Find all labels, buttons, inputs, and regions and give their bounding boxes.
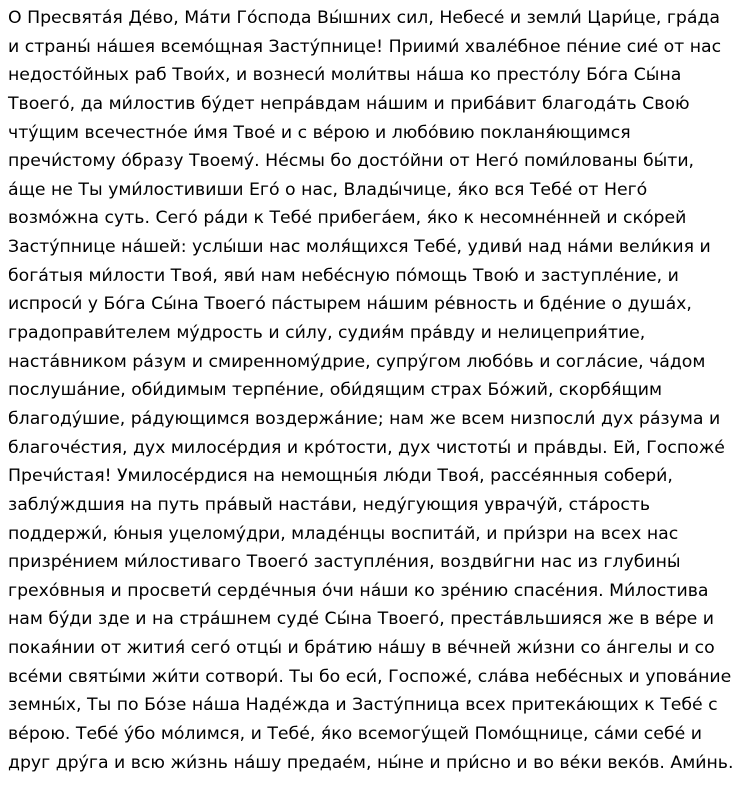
text-line: а́ще не Ты уми́лостивиши Его́ о нас, Влады́чице, я́ко вся Тебе́ от Него́ [8, 179, 648, 200]
text-line: Твоего́, да ми́лостив бу́дет непра́вдам на́шим и приба́вит благода́ть Свою́ [8, 93, 690, 114]
text-line: бога́тыя ми́лости Твоя́, яви́ нам небе́сную по́мощь Твою́ и заступле́ние, и [8, 265, 679, 286]
text-line: нам бу́ди зде и на стра́шнем суде́ Сы́на Твоего́, преста́вльшияся же в ве́ре и [8, 609, 715, 630]
text-line: все́ми святы́ми жи́ти сотвори́. Ты бо еси́, Госпоже́, сла́ва небе́сных и упова́ние [8, 666, 732, 687]
text-line: покая́нии от жития́ сего́ отцы́ и бра́тию на́шу в ве́чней жи́зни со а́нгелы и со [8, 638, 715, 659]
text-line: градоправи́телем му́дрость и си́лу, судия́м пра́вду и нелицеприя́тие, [8, 323, 646, 344]
text-line: заблу́ждшия на путь пра́вый наста́ви, неду́гующия уврачу́й, ста́рость [8, 494, 651, 515]
text-line: возмо́жна суть. Сего́ ра́ди к Тебе́ прибега́ем, я́ко к несомне́нней и ско́рей [8, 208, 687, 229]
text-line: поддержи́, ю́ныя уцелому́дри, младе́нцы воспита́й, и при́зри на всех нас [8, 523, 679, 544]
text-line: призре́нием ми́лостиваго Твоего́ заступле́ния, воздви́гни нас из глубины́ [8, 552, 681, 573]
text-line: наста́вником ра́зум и смиренному́дрие, супру́гом любо́вь и согла́сие, ча́дом [8, 351, 706, 372]
text-line: испроси́ у Бо́га Сы́на Твоего́ па́стырем на́шим ре́вность и бде́ние о душа́х, [8, 294, 692, 315]
text-line: чту́щим всечестно́е и́мя Твое́ и с ве́рою и любо́вию покланя́ющимся [8, 122, 631, 143]
text-line: О Пресвята́я Де́во, Ма́ти Го́спода Вы́шних сил, Небесе́ и земли́ Цари́це, гра́да [8, 8, 720, 28]
text-line: земны́х, Ты по Бо́зе на́ша Наде́жда и Засту́пница всех притека́ющих к Тебе́ с [8, 695, 718, 716]
text-line: недосто́йных раб Твои́х, и вознеси́ моли́твы на́ша ко престо́лу Бо́га Сы́на [8, 65, 682, 86]
text-line: ве́рою. Тебе́ у́бо мо́лимся, и Тебе́, я́ко всемогу́щей Помо́щнице, са́ми себе́ и [8, 724, 702, 745]
text-line: грехо́вныя и просвети́ серде́чныя о́чи на́ши ко зре́нию спасе́ния. Ми́лостива [8, 580, 709, 601]
text-line: благоду́шие, ра́дующимся воздержа́ние; нам же всем низпосли́ дух ра́зума и [8, 408, 721, 429]
text-line: Засту́пнице на́шей: услы́ши нас моля́щихся Тебе́, удиви́ над на́ми вели́кия и [8, 237, 711, 258]
text-line: пречи́стому о́бразу Твоему́. Не́смы бо досто́йни от Него́ поми́лованы бы́ти, [8, 151, 695, 172]
prayer-text [8, 4, 736, 777]
text-line: благоче́стия, дух милосе́рдия и кро́тости, дух чистоты́ и пра́вды. Ей, Госпоже́ [8, 437, 725, 458]
text-line: и страны́ на́шея всемо́щная Засту́пнице! Приими́ хвале́бное пе́ние сие́ от нас [8, 36, 722, 57]
text-line: послуша́ние, оби́димым терпе́ние, оби́дящим страх Бо́жий, скорбя́щим [8, 380, 663, 401]
text-line: друг дру́га и всю жи́знь на́шу предае́м, ны́не и при́сно и во ве́ки веко́в. Ами́нь. [8, 752, 734, 773]
text-line: Пречи́стая! Умилосе́рдися на немощны́я лю́ди Твоя́, рассе́янныя собери́, [8, 466, 673, 487]
